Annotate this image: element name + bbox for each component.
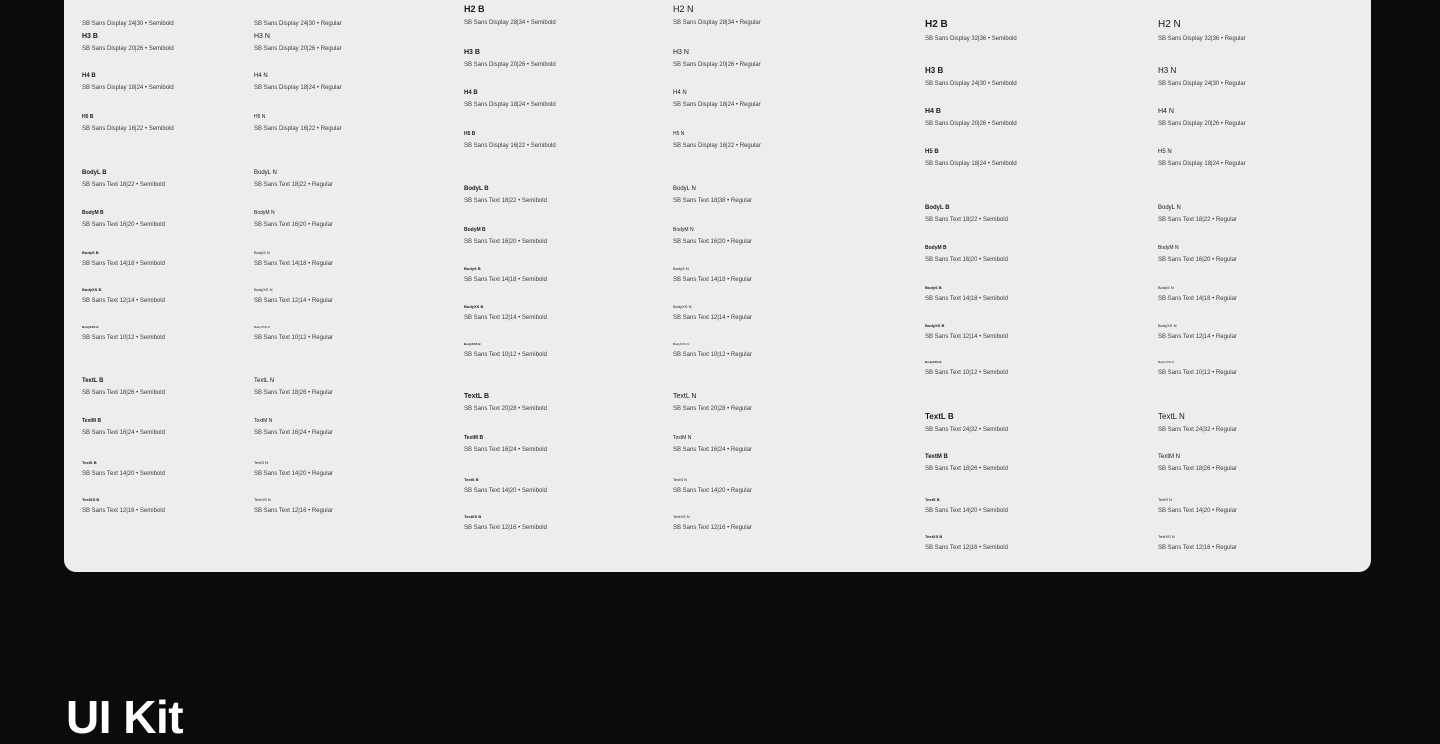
type-style-spec: SB Sans Text 16|20 • Regular [1158,257,1237,263]
type-style-name: TextL N [673,393,697,400]
type-style-entry [1158,108,1246,127]
type-style-spec: SB Sans Text 10|12 • Semibold [464,352,547,358]
type-style-entry [464,131,556,149]
type-style-name: H5 B [82,114,94,120]
type-style-entry [1158,19,1246,42]
type-style-name: H3 N [254,33,270,40]
type-style-entry [82,497,165,514]
type-style-entry [925,245,1008,263]
type-style-entry [925,108,1017,127]
type-style-entry [1158,149,1246,167]
type-style-spec: SB Sans Text 12|16 • Semibold [82,508,165,514]
type-style-entry [673,393,752,412]
type-style-spec: SB Sans Text 14|20 • Semibold [82,471,165,477]
type-style-name: TextL B [464,393,490,400]
type-style-name: H4 N [254,73,268,79]
type-style-entry [464,4,556,26]
type-style-spec: SB Sans Display 32|36 • Regular [1158,36,1246,42]
type-style-name: BodyXXS B [82,325,99,329]
type-style-entry [254,497,333,514]
type-style-name: BodyXXS N [673,342,689,346]
type-style-name: TextS B [82,460,97,465]
type-style-name: BodyS B [464,266,481,271]
type-style-name: BodyL B [82,170,107,176]
type-style-entry [82,33,174,52]
type-style-name: BodyM N [1158,245,1179,251]
type-style-entry [673,435,752,453]
type-style-name: BodyL N [1158,205,1181,211]
type-style-entry [1158,412,1237,433]
type-style-entry [673,227,752,245]
type-style-name: H3 B [925,66,944,75]
type-style-spec: SB Sans Text 14|20 • Regular [673,488,752,494]
type-style-name: TextS N [673,477,688,482]
type-style-spec: SB Sans Text 12|16 • Regular [1158,545,1237,551]
type-style-entry [464,342,547,358]
type-style-spec: SB Sans Display 24|30 • Regular [1158,81,1246,87]
type-style-spec: SB Sans Display 18|24 • Semibold [82,85,174,91]
type-style-name: H4 B [464,90,478,96]
type-style-name: H5 B [464,131,476,137]
type-style-spec: SB Sans Text 12|14 • Semibold [82,298,165,304]
type-style-spec: SB Sans Text 18|22 • Semibold [82,182,165,188]
type-style-name: H3 N [1158,66,1177,75]
type-style-name: H4 N [1158,108,1174,115]
type-style-entry [82,170,165,188]
type-style-spec: SB Sans Text 10|12 • Semibold [925,370,1008,376]
type-style-name: BodyXS B [82,287,102,292]
type-style-entry [1158,534,1237,551]
type-style-spec: SB Sans Text 16|20 • Semibold [925,257,1008,263]
type-style-spec: SB Sans Display 24|30 • Semibold [82,21,174,27]
type-style-entry [464,514,547,531]
type-style-entry [82,378,165,396]
type-style-entry [925,205,1008,223]
type-style-entry [1158,360,1237,376]
type-style-name: TextXS B [464,514,482,519]
type-style-spec: SB Sans Text 14|20 • Semibold [925,508,1008,514]
type-style-name: BodyXS B [464,304,484,309]
type-style-entry [254,378,333,396]
type-style-name: TextL B [82,378,104,384]
type-style-name: BodyS B [925,285,942,290]
type-style-name: BodyL B [464,186,489,192]
page-title: UI Kit [66,691,184,743]
type-style-spec: SB Sans Display 20|26 • Semibold [464,62,556,68]
type-style-entry [82,210,165,228]
type-style-spec: SB Sans Text 14|18 • Regular [1158,296,1237,302]
type-style-spec: SB Sans Text 24|32 • Semibold [925,427,1008,433]
type-style-entry [464,477,547,494]
type-style-spec: SB Sans Text 14|20 • Regular [1158,508,1237,514]
type-style-spec: SB Sans Display 16|22 • Regular [673,143,761,149]
type-style-name: H2 B [464,4,485,14]
type-style-entry [254,170,333,188]
type-style-entry [82,73,174,91]
typography-card [64,0,1371,572]
type-style-entry [254,33,342,52]
type-style-spec: SB Sans Text 16|20 • Semibold [464,239,547,245]
type-style-spec: SB Sans Display 18|24 • Semibold [464,102,556,108]
type-style-spec: SB Sans Display 28|34 • Semibold [464,20,556,26]
type-style-entry [925,19,1017,42]
type-style-spec: SB Sans Text 18|26 • Regular [1158,466,1237,472]
type-style-name: TextM N [1158,454,1181,460]
type-style-spec: SB Sans Text 18|26 • Regular [254,390,333,396]
type-style-spec: SB Sans Text 20|28 • Semibold [464,406,547,412]
type-style-name: BodyXXS B [925,360,942,364]
type-style-entry [254,418,333,436]
type-style-name: H4 B [82,73,96,79]
type-style-name: TextXS N [673,514,690,519]
type-style-name: TextXS N [1158,534,1175,539]
type-style-name: BodyL B [925,205,950,211]
type-style-spec: SB Sans Display 16|22 • Semibold [82,126,174,132]
type-style-name: BodyL N [673,186,696,192]
type-style-name: BodyM B [82,210,104,216]
type-style-name: H5 N [1158,149,1172,155]
type-style-name: TextM B [925,454,948,460]
type-style-name: H5 N [254,114,266,120]
type-style-spec: SB Sans Text 10|12 • Regular [673,352,752,358]
type-style-entry [673,514,752,531]
type-style-entry [1158,323,1237,340]
type-style-spec: SB Sans Display 24|30 • Regular [254,21,342,27]
type-style-spec: SB Sans Display 20|26 • Semibold [925,121,1017,127]
type-style-entry [1158,497,1237,514]
type-style-entry [673,90,761,108]
type-style-spec: SB Sans Text 24|32 • Regular [1158,427,1237,433]
type-style-spec: SB Sans Text 18|22 • Semibold [464,198,547,204]
type-style-name: BodyXXS B [464,342,481,346]
type-style-spec: SB Sans Text 12|16 • Regular [673,525,752,531]
type-style-name: BodyXS N [254,287,273,292]
type-style-entry [925,66,1017,87]
type-style-name: H5 N [673,131,685,137]
type-style-spec: SB Sans Text 14|18 • Semibold [925,296,1008,302]
type-style-spec: SB Sans Display 16|22 • Regular [254,126,342,132]
type-style-entry [925,497,1008,514]
type-style-name: TextS N [254,460,269,465]
type-style-entry [1158,66,1246,87]
type-style-name: TextS B [464,477,479,482]
type-style-name: BodyL N [254,170,277,176]
type-style-name: BodyM B [925,245,947,251]
type-style-name: BodyXXS N [1158,360,1174,364]
type-style-name: TextS B [925,497,940,502]
type-style-spec: SB Sans Text 14|20 • Regular [254,471,333,477]
type-style-spec: SB Sans Display 16|22 • Semibold [464,143,556,149]
type-style-spec: SB Sans Display 18|24 • Regular [673,102,761,108]
type-style-entry [254,250,333,267]
type-style-spec: SB Sans Text 12|14 • Regular [1158,334,1237,340]
type-style-entry [254,460,333,477]
type-style-entry [82,460,165,477]
type-style-name: TextL B [925,412,954,421]
type-style-name: TextM N [254,418,273,424]
type-style-entry [673,4,761,26]
type-style-name: BodyS N [1158,285,1174,290]
type-style-spec: SB Sans Display 20|26 • Regular [673,62,761,68]
type-style-spec: SB Sans Text 16|24 • Semibold [82,430,165,436]
type-style-entry [1158,454,1237,472]
type-style-spec: SB Sans Text 16|20 • Regular [673,239,752,245]
type-style-spec: SB Sans Text 14|20 • Semibold [464,488,547,494]
type-style-entry [673,342,752,358]
type-style-spec: SB Sans Display 24|30 • Semibold [925,81,1017,87]
type-style-entry [925,360,1008,376]
type-style-name: H2 N [673,4,694,14]
type-style-entry [254,21,342,27]
type-style-spec: SB Sans Display 18|24 • Semibold [925,161,1017,167]
type-style-entry [82,21,174,27]
type-style-name: TextM N [673,435,692,441]
type-style-name: BodyM N [254,210,275,216]
type-style-entry [254,73,342,91]
type-style-entry [925,534,1008,551]
type-style-spec: SB Sans Display 20|26 • Regular [254,46,342,52]
type-style-spec: SB Sans Text 12|14 • Regular [254,298,333,304]
type-style-entry [254,325,333,341]
type-style-entry [925,149,1017,167]
type-style-name: H3 N [673,49,689,56]
type-style-spec: SB Sans Display 20|26 • Regular [1158,121,1246,127]
type-style-spec: SB Sans Text 14|18 • Regular [673,277,752,283]
type-style-name: BodyM N [673,227,694,233]
type-style-spec: SB Sans Text 14|18 • Semibold [464,277,547,283]
type-style-entry [464,393,547,412]
type-style-entry [673,477,752,494]
type-style-entry [254,287,333,304]
type-style-name: BodyS N [673,266,689,271]
type-style-spec: SB Sans Text 14|18 • Regular [254,261,333,267]
type-style-name: BodyXXS N [254,325,270,329]
type-style-spec: SB Sans Display 20|26 • Semibold [82,46,174,52]
type-style-name: TextXS B [82,497,100,502]
type-style-spec: SB Sans Text 10|12 • Semibold [82,335,165,341]
type-style-name: H5 B [925,149,939,155]
type-style-entry [82,250,165,267]
type-style-spec: SB Sans Text 20|28 • Regular [673,406,752,412]
type-style-entry [82,114,174,132]
type-style-spec: SB Sans Text 10|12 • Regular [254,335,333,341]
type-style-spec: SB Sans Display 28|34 • Regular [673,20,761,26]
type-style-spec: SB Sans Display 18|24 • Regular [1158,161,1246,167]
type-style-spec: SB Sans Text 18|22 • Semibold [925,217,1008,223]
type-style-spec: SB Sans Text 16|24 • Regular [254,430,333,436]
type-style-name: TextL N [1158,412,1185,421]
type-style-entry [82,418,165,436]
type-style-entry [673,131,761,149]
type-style-entry [673,266,752,283]
type-style-spec: SB Sans Text 18|22 • Regular [254,182,333,188]
type-style-entry [464,266,547,283]
type-style-name: H4 N [673,90,687,96]
type-style-entry [464,90,556,108]
type-style-spec: SB Sans Text 12|16 • Regular [254,508,333,514]
type-style-entry [82,325,165,341]
type-style-spec: SB Sans Display 18|24 • Regular [254,85,342,91]
type-style-name: BodyM B [464,227,486,233]
type-style-name: H3 B [464,49,480,56]
type-style-name: TextM B [464,435,484,441]
type-style-name: TextXS B [925,534,943,539]
type-style-name: TextL N [254,378,275,384]
type-style-name: BodyS N [254,250,270,255]
type-style-entry [673,49,761,68]
type-style-spec: SB Sans Text 12|14 • Semibold [464,315,547,321]
type-style-name: TextM B [82,418,102,424]
type-style-entry [1158,245,1237,263]
type-style-entry [254,114,342,132]
type-style-entry [464,435,547,453]
type-style-name: BodyXS N [673,304,692,309]
type-style-name: H2 B [925,19,948,30]
type-style-entry [464,49,556,68]
type-style-spec: SB Sans Display 32|36 • Semibold [925,36,1017,42]
type-style-entry [925,285,1008,302]
type-style-entry [925,412,1008,433]
type-style-entry [1158,285,1237,302]
type-style-name: TextS N [1158,497,1173,502]
type-style-name: BodyS B [82,250,99,255]
type-style-spec: SB Sans Text 12|14 • Regular [673,315,752,321]
type-style-entry [464,186,547,204]
type-style-name: BodyXS B [925,323,945,328]
type-style-name: TextXS N [254,497,271,502]
type-style-entry [925,454,1008,472]
type-style-name: BodyXS N [1158,323,1177,328]
type-style-entry [464,304,547,321]
type-style-spec: SB Sans Text 18|26 • Semibold [925,466,1008,472]
type-style-spec: SB Sans Text 18|38 • Regular [673,198,752,204]
type-style-spec: SB Sans Text 10|12 • Regular [1158,370,1237,376]
type-style-spec: SB Sans Text 14|18 • Semibold [82,261,165,267]
type-style-spec: SB Sans Text 16|20 • Semibold [82,222,165,228]
type-style-spec: SB Sans Text 16|20 • Regular [254,222,333,228]
type-style-spec: SB Sans Text 16|24 • Semibold [464,447,547,453]
type-style-spec: SB Sans Text 12|14 • Semibold [925,334,1008,340]
type-style-spec: SB Sans Text 12|16 • Semibold [464,525,547,531]
type-style-name: H2 N [1158,19,1181,30]
type-style-entry [82,287,165,304]
type-style-entry [464,227,547,245]
type-style-entry [1158,205,1237,223]
type-style-spec: SB Sans Text 16|24 • Regular [673,447,752,453]
type-style-spec: SB Sans Text 18|26 • Semibold [82,390,165,396]
type-style-entry [254,210,333,228]
type-style-entry [673,304,752,321]
type-style-spec: SB Sans Text 12|16 • Semibold [925,545,1008,551]
type-style-spec: SB Sans Text 18|22 • Regular [1158,217,1237,223]
type-style-entry [925,323,1008,340]
type-style-entry [673,186,752,204]
type-style-name: H4 B [925,108,941,115]
type-style-name: H3 B [82,33,98,40]
